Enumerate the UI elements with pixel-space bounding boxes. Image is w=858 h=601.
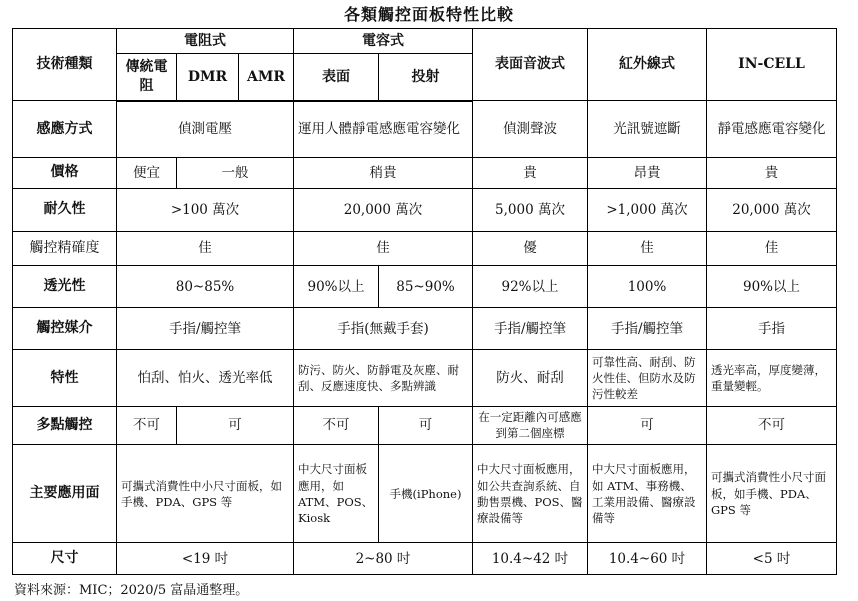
table-row (13, 444, 837, 543)
header-incell: IN-CELL (707, 29, 837, 101)
row-label-media: 觸控媒介 (13, 308, 117, 350)
header-dmr: DMR (177, 54, 239, 101)
table-row (13, 101, 837, 158)
row-label-transmittance: 透光性 (13, 265, 117, 308)
header-projected: 投射 (379, 54, 473, 101)
cell-price-dmr-amr: 一般 (177, 158, 294, 188)
source-note: 資料來源：MIC；2020/5 富晶通整理。 (14, 583, 249, 598)
cell-transmittance-projected: 85~90% (379, 265, 473, 308)
cell-features-capacitive: 防污、防火、防靜電及灰塵、耐刮、反應速度快、多點辨識 (294, 350, 473, 407)
cell-media-incell: 手指 (707, 308, 837, 350)
cell-transmittance-saw: 92%以上 (473, 265, 588, 308)
table-row (13, 158, 837, 188)
cell-sensing-saw: 偵測聲波 (473, 101, 588, 158)
cell-multitouch-saw: 在一定距離內可感應到第二個座標 (473, 407, 588, 445)
cell-media-resistive: 手指/觸控筆 (117, 308, 294, 350)
cell-price-infrared: 昂貴 (588, 158, 707, 188)
cell-applications-saw: 中大尺寸面板應用，如公共查詢系統、自動售票機、POS、醫療設備等 (473, 444, 588, 543)
cell-sensing-capacitive: 運用人體靜電感應電容變化 (294, 101, 473, 158)
cell-price-traditional: 便宜 (117, 158, 177, 188)
row-label-accuracy: 觸控精確度 (13, 232, 117, 266)
row-label-price: 價格 (13, 158, 117, 188)
cell-applications-resistive: 可攜式消費性中小尺寸面板，如手機、PDA、GPS 等 (117, 444, 294, 543)
cell-sensing-resistive: 偵測電壓 (117, 101, 294, 158)
cell-applications-surface: 中大尺寸面板應用，如 ATM、POS、Kiosk (294, 444, 379, 543)
cell-accuracy-infrared: 佳 (588, 232, 707, 266)
cell-accuracy-saw: 優 (473, 232, 588, 266)
cell-durability-saw: 5,000 萬次 (473, 188, 588, 232)
cell-transmittance-surface: 90%以上 (294, 265, 379, 308)
cell-features-resistive: 怕刮、怕火、透光率低 (117, 350, 294, 407)
table-row (13, 543, 837, 575)
cell-durability-infrared: >1,000 萬次 (588, 188, 707, 232)
cell-accuracy-capacitive: 佳 (294, 232, 473, 266)
table-row (13, 232, 837, 266)
cell-applications-incell: 可攜式消費性小尺寸面板，如手機、PDA、GPS 等 (707, 444, 837, 543)
cell-durability-capacitive: 20,000 萬次 (294, 188, 473, 232)
row-label-durability: 耐久性 (13, 188, 117, 232)
table-row (13, 265, 837, 308)
cell-accuracy-resistive: 佳 (117, 232, 294, 266)
cell-media-infrared: 手指/觸控筆 (588, 308, 707, 350)
cell-durability-resistive: >100 萬次 (117, 188, 294, 232)
cell-durability-incell: 20,000 萬次 (707, 188, 837, 232)
cell-multitouch-traditional: 不可 (117, 407, 177, 445)
cell-transmittance-resistive: 80~85% (117, 265, 294, 308)
cell-multitouch-projected: 可 (379, 407, 473, 445)
table-row (13, 308, 837, 350)
table-row (13, 350, 837, 407)
row-label-multitouch: 多點觸控 (13, 407, 117, 445)
header-tech-type: 技術種類 (13, 29, 117, 101)
cell-multitouch-surface: 不可 (294, 407, 379, 445)
row-label-applications: 主要應用面 (13, 444, 117, 543)
cell-size-capacitive: 2~80 吋 (294, 543, 473, 575)
row-label-sensing: 感應方式 (13, 101, 117, 158)
header-amr: AMR (239, 54, 294, 101)
cell-sensing-infrared: 光訊號遮斷 (588, 101, 707, 158)
cell-features-infrared: 可靠性高、耐刮、防火性佳、但防水及防污性較差 (588, 350, 707, 407)
cell-features-incell: 透光率高，厚度變薄，重量變輕。 (707, 350, 837, 407)
cell-features-saw: 防火、耐刮 (473, 350, 588, 407)
cell-multitouch-dmr-amr: 可 (177, 407, 294, 445)
cell-applications-infrared: 中大尺寸面板應用，如 ATM、事務機、工業用設備、醫療設備等 (588, 444, 707, 543)
cell-applications-projected: 手機(iPhone) (379, 444, 473, 543)
cell-media-saw: 手指/觸控筆 (473, 308, 588, 350)
cell-sensing-incell: 靜電感應電容變化 (707, 101, 837, 158)
comparison-table (12, 28, 837, 575)
cell-transmittance-infrared: 100% (588, 265, 707, 308)
header-capacitive: 電容式 (294, 29, 473, 54)
cell-multitouch-incell: 不可 (707, 407, 837, 445)
cell-size-incell: <5 吋 (707, 543, 837, 575)
cell-price-saw: 貴 (473, 158, 588, 188)
row-label-size: 尺寸 (13, 543, 117, 575)
header-saw: 表面音波式 (473, 29, 588, 101)
cell-media-capacitive: 手指(無戴手套) (294, 308, 473, 350)
cell-price-capacitive: 稍貴 (294, 158, 473, 188)
header-resistive: 電阻式 (117, 29, 294, 54)
header-traditional: 傳統電阻 (117, 54, 177, 101)
table-row (13, 188, 837, 232)
cell-transmittance-incell: 90%以上 (707, 265, 837, 308)
header-infrared: 紅外線式 (588, 29, 707, 101)
cell-multitouch-infrared: 可 (588, 407, 707, 445)
cell-size-saw: 10.4~42 吋 (473, 543, 588, 575)
row-label-features: 特性 (13, 350, 117, 407)
header-surface: 表面 (294, 54, 379, 101)
table-row (13, 407, 837, 445)
cell-price-incell: 貴 (707, 158, 837, 188)
table-title: 各類觸控面板特性比較 (343, 5, 514, 24)
cell-size-resistive: <19 吋 (117, 543, 294, 575)
cell-accuracy-incell: 佳 (707, 232, 837, 266)
cell-size-infrared: 10.4~60 吋 (588, 543, 707, 575)
